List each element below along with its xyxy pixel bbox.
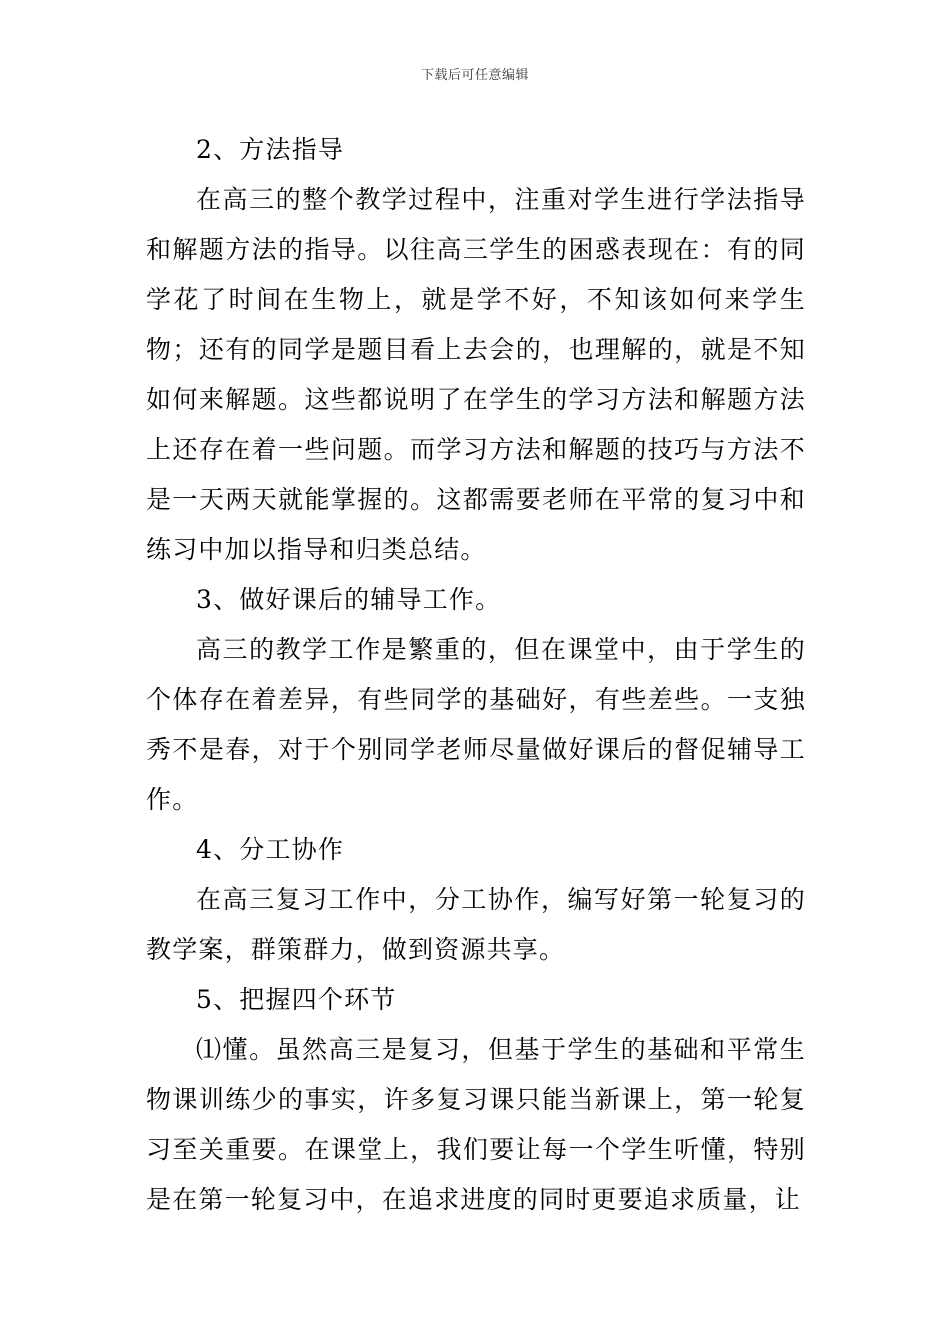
paragraph-understand: ⑴懂。虽然高三是复习，但基于学生的基础和平常生物课训练少的事实，许多复习课只能当新课上，第一轮复习至关重要。在课堂上，我们要让每一个学生听懂，特别是在第一轮复习中，在追求进度的同时更要追求质量，让 [146,1035,806,1214]
section-heading-after-class-tutoring: 3、做好课后的辅导工作。 [196,585,502,614]
section-heading-four-links: 5、把握四个环节 [196,985,397,1014]
paragraph-method-guidance: 在高三的整个教学过程中，注重对学生进行学法指导和解题方法的指导。以往高三学生的困惑表现在：有的同学花了时间在生物上，就是学不好，不知该如何来学生物；还有的同学是题目看上去会的，也理解的，就是不知如何来解题。这些都说明了在学生的学习方法和解题方法上还存在着一些问题。而学习方法和解题的技巧与方法不是一天两天就能掌握的。这都需要老师在平常的复习中和练习中加以指导和归类总结。 [146,185,806,564]
page-header: 下载后可任意编辑 [420,68,529,83]
paragraph-collaboration: 在高三复习工作中，分工协作，编写好第一轮复习的教学案，群策群力，做到资源共享。 [146,885,806,964]
section-heading-method-guidance: 2、方法指导 [196,135,345,164]
document-body [146,125,806,1225]
section-heading-collaboration: 4、分工协作 [196,835,345,864]
paragraph-after-class-tutoring: 高三的教学工作是繁重的，但在课堂中，由于学生的个体存在着差异，有些同学的基础好，有些差些。一支独秀不是春，对于个别同学老师尽量做好课后的督促辅导工作。 [146,635,806,814]
